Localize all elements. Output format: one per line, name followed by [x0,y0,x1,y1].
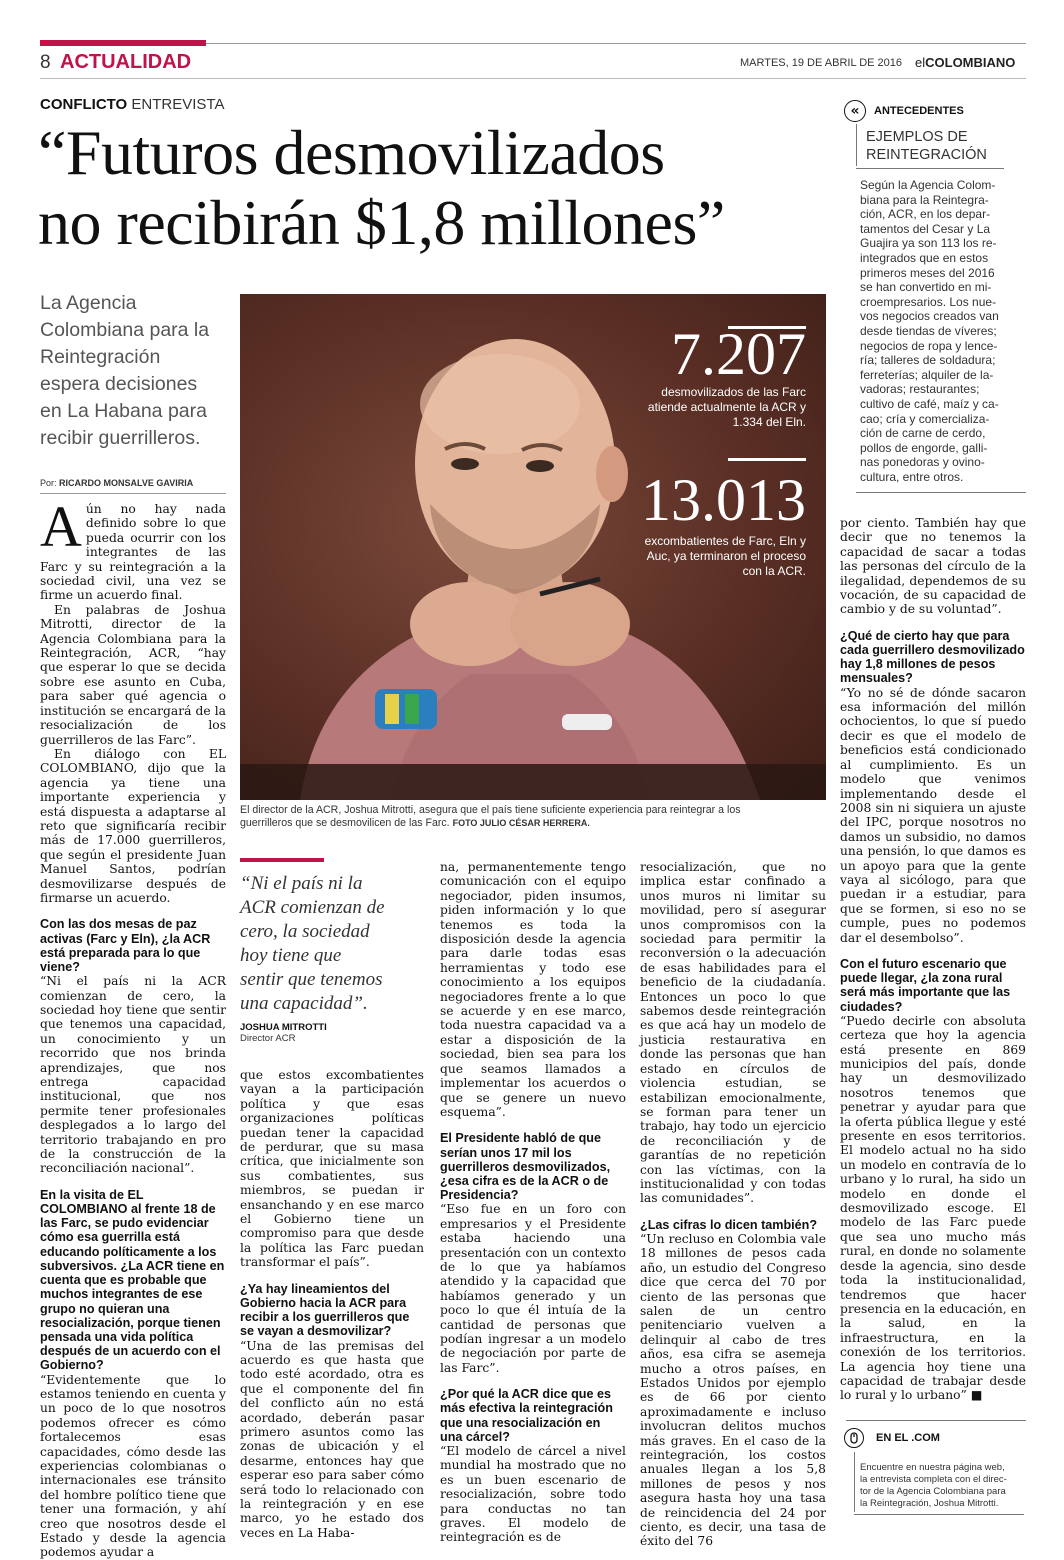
chevron-left-double-icon: « [844,100,866,122]
header-rule [206,43,1026,44]
deck-line: La Agencia [40,292,137,314]
sidebar-line: cultivo de café, maíz y ca- [860,396,999,411]
sidebar-title [866,128,987,164]
pullquote-line: “Ni el país ni la [240,873,363,894]
interview-question: ¿Qué de cierto hay que para cada guerrillero desmovilizado hay 1,8 millones de pesos mensuales? [840,628,1025,686]
pullquote-role: Director ACR [240,1033,296,1044]
stat-text-line: desmovilizados de las Farc [661,385,806,399]
web-box-line: la entrevista completa con el direc- [860,1474,1007,1485]
web-box-tag: EN EL .COM [876,1432,940,1444]
interview-question: El Presidente habló de que serían unos 17 mil los guerrilleros desmovilizados, ¿esa cifra es de la ACR o de Presidencia? [440,1131,611,1203]
headline [38,118,838,258]
interview-answer: “Una de las premisas del acuerdo es que hasta que todo esté acordado, otra es que el componente del fin del conflicto aún no está acordado, deberán pasar primero asuntos como las zonas de ubicación y el desarme, entonces hay que esperar eso para saber cómo será todo lo relacionado con la reintegración y en ese marco, yo he estado dos veces en La Haba- [240,1338,424,1540]
pullquote [240,872,422,1044]
stat-text-1 [600,385,806,430]
body-column-2 [240,1068,424,1540]
interview-question: Con el futuro escenario que puede llegar, ¿la zona rural será más importante que las ciudades? [840,956,1011,1014]
interview-question: Con las dos mesas de paz activas (Farc y Eln), ¿la ACR está preparada para lo que viene? [40,917,211,974]
sidebar-line: biana para la Reintegra- [860,192,989,207]
header-bottom-rule [40,78,1026,79]
interview-answer: “Yo no sé de dónde sacaron esa información del millón ochocientos, lo que sí puedo decir es que el modelo de beneficios está condicionado al cumplimiento. Es un modelo que venimos implementando desde el 2008 sin ni siquiera un ajuste del IPC, porque nosotros no damos un subsidio, no damos una pensión, lo que damos es un apoyo para que la gente vaya al sicólogo, para que puedan ir a estudiar, para que se formen, si eso no se cumple, pues no podemos dar el desembolso”. [840,685,1026,945]
sidebar-line: Según la Agencia Colom- [860,178,996,192]
deck-line: Colombiana para la [40,319,210,341]
interview-answer: “Un recluso en Colombia vale 18 millones de pesos cada año, un estudio del Congreso dice que cerca del 70 por ciento de las personas que salen de un centro penitenciario vuelven a delinquir al cabo de tres años, esa cifra se asemeja mucho a otros países, en Estados Unidos por ejemplo es de 66 por ciento aproximadamente e incluso involucran delitos muchos más graves. En el caso de la reintegración, los costos anuales llegan a los 5,8 millones de pesos y nos asegura hasta hoy una tasa de reincidencia del 24 por ciento, es decir, una tasa de éxito del 76 [640,1231,826,1549]
byline-prefix: Por: [40,478,57,488]
masthead-prefix: el [915,55,926,70]
deck-line: Reintegración [40,346,161,368]
sidebar-line: ción de carne de cerdo, [860,426,986,441]
stat-rule-2 [728,458,806,461]
sidebar-line: tamentos del Cesar y La [860,221,991,236]
section-title: ACTUALIDAD [60,51,192,73]
interview-answer: “El modelo de cárcel a nivel mundial ha mostrado que no es un buen escenario de resocialización, sobre todo para conductas no tan graves. El modelo de reintegración es de [440,1444,626,1545]
stat-text-2 [570,534,806,579]
caption-line-2: guerrilleros que se desmovilicen de las Farc. [240,817,450,829]
masthead-name: COLOMBIANO [925,55,1016,70]
sidebar-line: cultura, entre otros. [860,469,964,484]
sidebar-line: integrados que en estos [860,250,989,265]
headline-line-2: no recibirán $1,8 millones” [38,187,725,258]
web-box-line: tor de la Agencia Colombiana para [860,1486,1006,1497]
deck-line: en La Habana para [40,400,207,422]
body-column-3 [440,860,626,1545]
drop-cap: A [40,494,82,559]
sidebar-line: cao; cría y comercializa- [860,411,990,426]
interview-answer: “Eso fue en un foro con empresarios y el Presidente estaba haciendo una presentación con un contexto de lo que ya habíamos atendido y la capacidad que habíamos generado y un poco lo que él intuía de la cantidad de personas que podían ingresar a un modelo de negociación por parte de las Farc”. [440,1202,626,1375]
sidebar-line: nas ponedoras y ovino- [860,455,985,470]
pullquote-name: JOSHUA MITROTTI [240,1022,327,1033]
pullquote-line: ACR comienzan de [240,897,385,918]
stat-text-line: excombatientes de Farc, Eln y [644,534,806,548]
caption-line-1: El director de la ACR, Joshua Mitrotti, asegura que el país tiene suficiente experiencia para reintegrar a los [240,804,741,816]
sidebar-tag: ANTECEDENTES [874,105,964,117]
body-paragraph: En palabras de Joshua Mitrotti, director de la Agencia Colombiana para la Reintegración, ACR, “hay que esperar lo que se decida sobre ese asunto en Cuba, para saber qué agencia o institución se encargará de la resocialización de los guerrilleros de las Farc”. [40,602,226,747]
web-box-bottom-rule [854,1514,1024,1515]
body-column-1 [40,494,226,1560]
interview-question: ¿Las cifras lo dicen también? [640,1217,818,1232]
sidebar-title-line: REINTEGRACIÓN [866,147,987,163]
web-box-rule [846,1420,1026,1421]
stat-text-line: Auc, ya terminaron el proceso [646,549,806,563]
kicker-bold: CONFLICTO [40,96,128,113]
sidebar-line: croempresarios. Los nue- [860,294,997,309]
interview-answer: “Ni el país ni la ACR comienzan de cero, la sociedad hoy tiene que sentir que tenemos una capacidad, un conocimiento y un recorrido que nos brinda aprendizajes, que nos entrega capacidad institucional, que nos permite tener profesionales desplegados a lo largo del territorio trabajando en pro de la construcción de la reconciliación nacional”. [40,974,226,1176]
byline-name: RICARDO MONSALVE GAVIRIA [59,478,194,488]
sidebar-body [860,178,1026,484]
sidebar-title-line: EJEMPLOS DE [866,129,968,145]
interview-question: En la visita de EL COLOMBIANO al frente 18 de las Farc, se pudo evidenciar cómo esa guerrilla está educando políticamente a los subversivos. ¿La ACR tiene en cuenta que es probable que muchos integrantes de ese grupo no quieran una resocialización, porque tienen pensada una vida política después de un acuerdo con el Gobierno? [40,1187,225,1373]
stat-number-1: 7.207 [671,321,806,387]
interview-question: ¿Ya hay lineamientos del Gobierno hacia la ACR para recibir a los guerrilleros que se vayan a desmovilizar? [240,1281,410,1339]
interview-answer: na, permanentemente tengo comunicación con el equipo negociador, piden insumos, piden información y lo que tenemos es toda la disposición desde la agencia para darle todas esas herramientas y todo ese conocimiento a los equipos negociadores frente a lo que se acuerde y en ese marco, toda nuestra capacidad va a estar a disposición de la sociedad, bien sea para los que seamos llamados a implementar los acuerdos o que se genere un nuevo esquema”. [440,860,626,1119]
pullquote-line: hoy tiene que [240,945,342,966]
web-box-line: Encuentre en nuestra página web, [860,1462,1005,1473]
web-box-body [860,1462,1026,1510]
pullquote-accent [240,858,324,862]
pullquote-line: cero, la sociedad [240,921,370,942]
stat-text-line: 1.334 del Eln. [732,415,806,429]
photo-credit: FOTO JULIO CÉSAR HERRERA. [452,818,590,828]
sidebar-line: Guajira ya son 113 los re- [860,236,997,251]
kicker-normal: ENTREVISTA [131,96,225,113]
interview-answer: “Evidentemente que lo estamos teniendo en cuenta y un poco de lo que nosotros podemos ofrecer es cómo fortalecemos esas capacidades, cómo desde las experiencias colombianas o internacionales ese tránsito del hombre político tiene que tener una formación, y ahí creo que nosotros desde el Estado y desde la agencia podemos ayudar a [40,1372,226,1560]
page-number: 8 [40,52,51,73]
sidebar-line: negocios de ropa y lence- [860,338,998,353]
byline [40,478,193,488]
sidebar-line: pollos de engorde, galli- [860,440,988,455]
body-column-5 [840,516,1026,1403]
stat-text-line: con la ACR. [742,564,806,578]
sidebar-hrule [856,168,1004,169]
sidebar-line: ría; talleres de soldadura; [860,353,996,368]
pullquote-text [240,872,422,1016]
sidebar-line: desde tiendas de víveres; [860,323,997,338]
interview-answer: que estos excombatientes vayan a la participación política y que esas organizaciones políticas puedan tener la capacidad de perdurar, que su masa crítica, que inicialmente son sus combatientes, sus miembros, se puedan ir ensanchando y en ese marco el Gobierno tiene un compromiso para que desde la política las Farc puedan transformar el país”. [240,1068,424,1270]
issue-date: MARTES, 19 DE ABRIL DE 2016 [740,57,903,69]
header-accent-bar [40,40,206,46]
stat-number-2: 13.013 [641,467,806,533]
interview-answer: por ciento. También hay que decir que no tenemos la capacidad de sacar a todas las personas del círculo de la ilegalidad, dependemos de su vocación, de su capacidad de cambio y de su voluntad”. [840,516,1026,617]
photo-caption [240,804,826,830]
web-box-line: la Reintegración, Joshua Mitrotti. [860,1498,999,1509]
stat-text-line: atiende actualmente la ACR y [647,400,806,414]
sidebar-vline [856,124,857,166]
pullquote-line: sentir que tenemos [240,969,383,990]
mouse-glyph [845,1429,863,1447]
kicker [40,96,224,113]
deck [40,290,240,452]
sidebar-line: ferreterías; alquiler de la- [860,367,994,382]
sidebar-line: vadoras; restaurantes; [860,382,980,397]
body-paragraph: En diálogo con EL COLOMBIANO, dijo que la agencia ya tiene una importante experiencia y está dispuesta a adaptarse al reto que significaría recibir más de 17.000 guerrilleros, que según el presidente Juan Manuel Santos, podrían desmovilizarse después de firmarse un acuerdo. [40,746,226,905]
body-column-4 [640,860,826,1549]
pullquote-line: una capacidad”. [240,993,368,1014]
sidebar-line: vos negocios creados van [860,309,999,324]
interview-answer: resocialización, que no implica estar confinado a unos muros ni limitar su movilidad, pero sí asegurar unos compromisos con la sociedad para permitir la reconversión o la adecuación de esas habilidades para el beneficio de la ciudadanía. Entonces un poco lo que sabemos desde reintegración es que acá hay un modelo de justicia restaurativa en donde las personas que han estado en círculos de violencia estudian, se estabilizan emocionalmente, se forman para tener un trabajo, hay todo un ejercicio de reconciliación y de garantías de no repetición con las víctimas, con la institucionalidad y con todas las comunidades”. [640,860,826,1206]
sidebar-line: ción, ACR, en los depar- [860,207,991,222]
sidebar-line: se han convertido en mi- [860,280,992,295]
lead-text: ún no hay nada definido sobre lo que pueda ocurrir con los integrantes de las Farc y su reintegración a la sociedad civil, una vez se firme un acuerdo final. [40,502,226,603]
mouse-icon [844,1428,864,1448]
sidebar-line: primeros meses del 2016 [860,265,995,280]
interview-question: ¿Por qué la ACR dice que es más efectiva la reintegración que una resocialización en una cárcel? [440,1387,613,1444]
lead-paragraph [40,494,226,603]
masthead-logo [915,55,1015,70]
deck-line: recibir guerrilleros. [40,427,201,449]
interview-answer: “Puedo decirle con absoluta certeza que hoy la agencia está presente en 869 municipios del país, donde hay un desmovilizado nosotros tenemos que penetrar y ayudar para que la oferta pública llegue y esté presente en esos territorios. El modelo actual no ha sido un modelo en contravía de lo urbano y lo rural, ha sido un modelo en donde el desmovilizado escoge. El modelo de las Farc puede que sea uno mucho más rural, en donde no solamente desde la agencia, sino desde toda la institucionalidad, tendremos que hacer presencia en la educación, en la salud, en la infraestructura, en la conexión de los territorios. La agencia hoy tiene una capacidad de trabajar desde lo rural y lo urbano” ■ [840,1013,1026,1403]
deck-line: espera decisiones [40,373,198,395]
web-box-vline [854,1452,855,1512]
sidebar-bottom-rule [856,492,1026,493]
headline-line-1: “Futuros desmovilizados [38,117,665,188]
